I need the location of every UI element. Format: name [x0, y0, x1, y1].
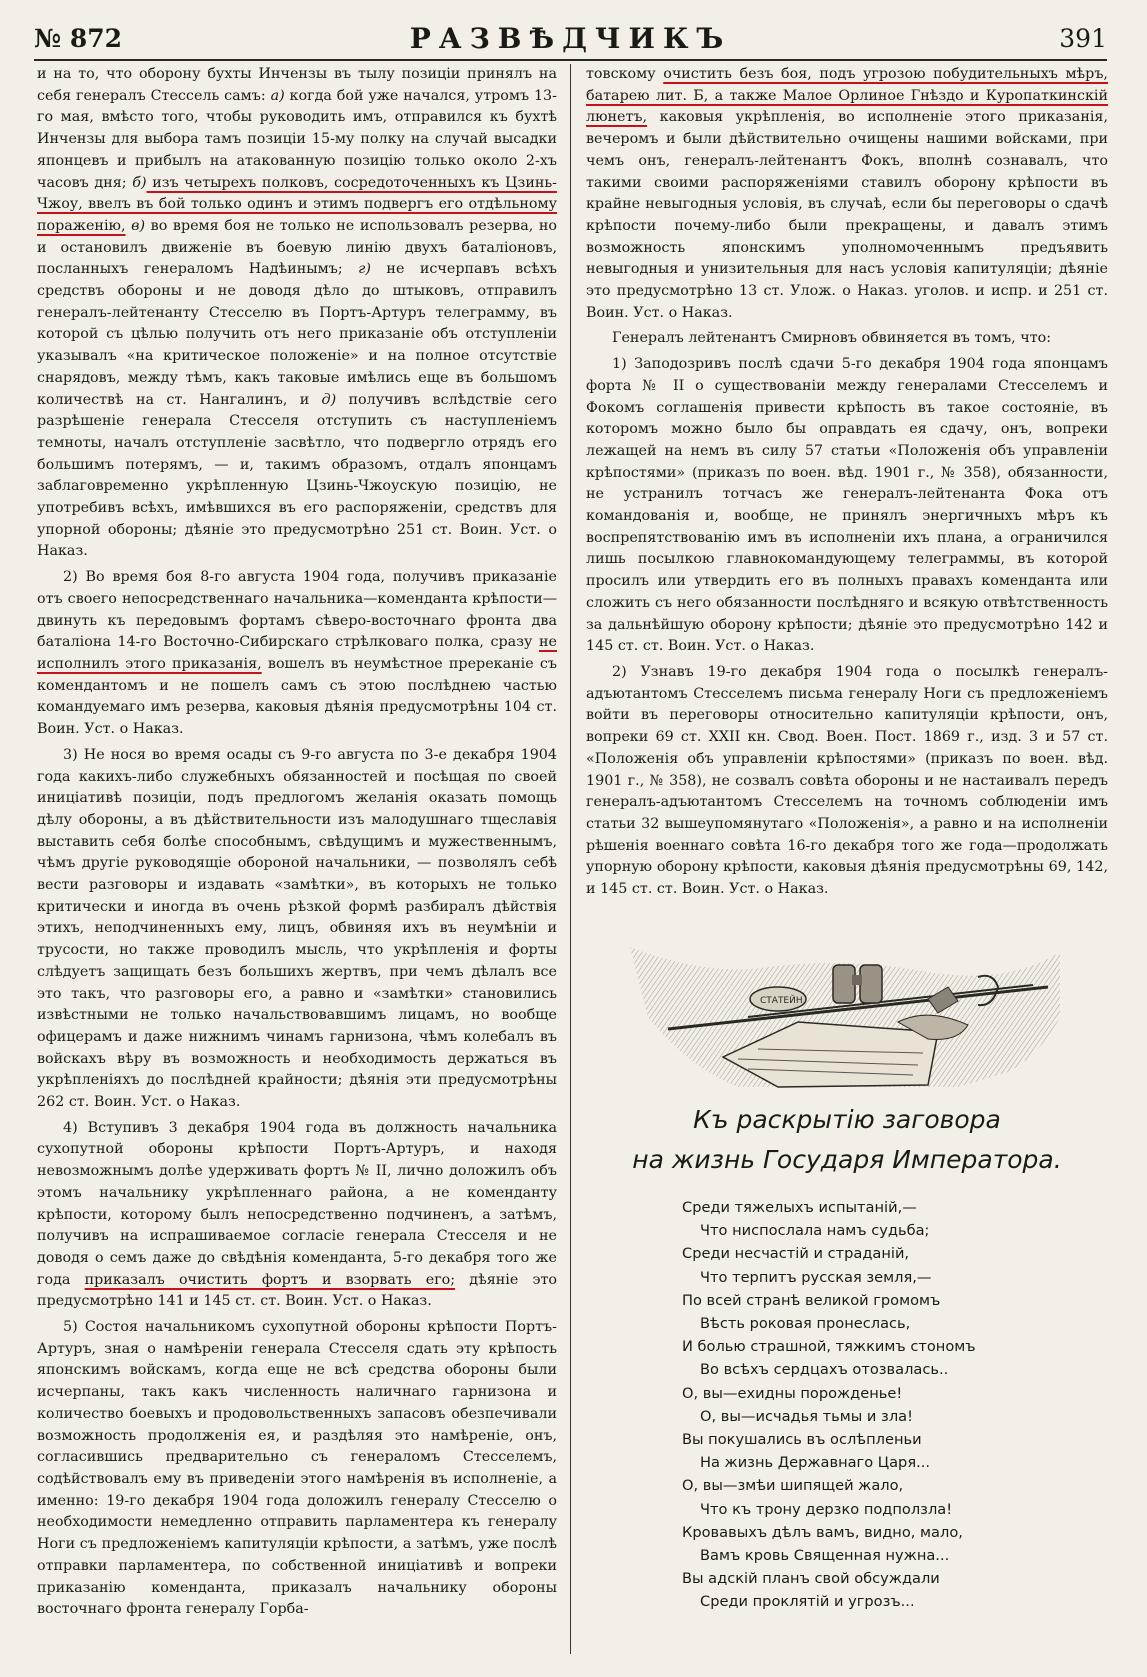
- text-segment: 4) Вступивъ 3 декабря 1904 года въ должность начальника сухопутной обороны крѣпости Портъ-Артуръ, и находя невозможнымъ долѣе удерживать фортъ № II, лично доложилъ объ этомъ начальнику укрѣпленнаго района, а не коменданту крѣпости, которому былъ непосредственно подчиненъ, а затѣмъ, получивъ на испрашиваемое согласіе генерала Стесселя и не доводя о семъ даже до свѣдѣнія коменданта, 5-го декабря того же года: [37, 1119, 557, 1288]
- poem-line: Среди несчастій и страданій,: [682, 1245, 910, 1263]
- poem-title-line-2: на жизнь Государя Императора.: [632, 1145, 1062, 1174]
- poem-line: По всей странѣ великой громомъ: [682, 1291, 941, 1309]
- poem-line: Что ниспослала намъ судьба;: [700, 1222, 930, 1240]
- text-segment: и на то, что оборону бухты Инчензы въ тылу позиціи принялъ на себя генералъ Стессель самъ:: [37, 66, 557, 104]
- text-segment: г): [358, 261, 371, 278]
- paragraph: [37, 1317, 557, 1621]
- text-segment: Генералъ лейтенантъ Смирновъ обвиняется въ томъ, что:: [612, 330, 1052, 347]
- poem-line: О, вы—исчадья тьмы и зла!: [700, 1407, 913, 1425]
- text-segment: 2) Во время боя 8-го августа 1904 года, получивъ приказаніе отъ своего непосредственнаго начальника—коменданта крѣпости—двинуть къ передовымъ фортамъ сѣверо-восточнаго фронта два баталіона 14-го Восточно-Сибирскаго стрѣлковаго полка, сразу: [37, 569, 557, 651]
- text-segment: 5) Состоя начальникомъ сухопутной обороны крѣпости Портъ-Артуръ, зная о намѣреніи генерала Стесселя сдать эту крѣпость японскимъ войскамъ, когда еще не всѣ средства обороны были исчерпаны, такъ какъ численность наличнаго гарнизона и количество боевыхъ и продовольственныхъ запасовъ обезпечивали возможность продолженія ея, и раздѣляя это намѣреніе, онъ, согласившись предварительно съ генераломъ Стесселемъ, содѣйствовалъ ему въ приведеніи этого намѣренія въ исполненіе, а именно: 19-го декабря 1904 года доложилъ генералу Стесселю о необходимости немедленно отправить парламентера къ генералу Ноги съ предложеніемъ капитуляціи крѣпости, а затѣмъ, уже послѣ отправки парламентера, по собственной иниціативѣ и вопреки приказанію коменданта, приказалъ начальнику обороны восточнаго фронта генералу Горба-: [37, 1319, 557, 1618]
- text-segment: 2) Узнавъ 19-го декабря 1904 года о посылкѣ генералъ-адъютантомъ Стесселемъ письма генералу Ноги съ предложеніемъ войти въ переговоры относительно капитуляціи крѣпости, онъ, вопреки 69 ст. XXII кн. Свод. Воен. Пост. 1869 г., изд. 3 и 57 ст. «Положенія объ управленіи крѣпостями» (приказъ по воен. вѣд. 1901 г., № 358), не созвалъ совѣта обороны и не настаивалъ передъ генералъ-адъютантомъ Стесселемъ на точномъ соблюденіи имъ статьи 32 вышеупомянутаго «Положенія», а равно и на исполненіи рѣшенія военнаго совѣта 16-го декабря того же года—продолжать упорную оборону крѣпости, каковыя дѣянія предусмотрѣны 69, 142, и 145 ст. ст. Воин. Уст. о Наказ.: [586, 663, 1108, 898]
- poem-line: На жизнь Державнаго Царя...: [700, 1454, 931, 1472]
- poem-line: Вы покушались въ ослѣпленьи: [682, 1431, 922, 1449]
- poem-line: Среди тяжелыхъ испытаній,—: [682, 1199, 917, 1216]
- paragraph: [37, 745, 557, 1114]
- paragraph: [37, 64, 557, 563]
- text-segment: д): [321, 391, 337, 408]
- poem-line: Во всѣхъ сердцахъ отозвалась..: [700, 1361, 949, 1379]
- paragraph: [586, 64, 1108, 324]
- paragraph: [37, 1118, 557, 1313]
- text-segment: во время боя не только не использовалъ резерва, но и остановилъ движеніе въ боевую линію двухъ баталіоновъ, посланныхъ генераломъ Надѣинымъ;: [37, 217, 557, 278]
- newspaper-title: РАЗВѢДЧИКЪ: [409, 22, 732, 55]
- right-column: [586, 64, 1108, 905]
- text-segment: каковыя укрѣпленія, во исполненіе этого приказанія, вечеромъ и были дѣйствительно очищены нашими войсками, при чемъ онъ, генералъ-лейтенантъ Фокъ, вполнѣ сознавалъ, что такими своими распоряженіями ставилъ оборону крѣпости въ крайне невыгодныя условія, въ случаѣ, если бы переговоры о сдачѣ крѣпости почему-либо были прекращены, и давалъ этимъ возможность японскимъ уполномоченнымъ предъявить невыгодныя и унизительныя для насъ условія капитуляціи; дѣяніе это предусмотрѣно 13 ст. Улож. о Наказ. уголов. и испр. и 251 ст. Воин. Уст. о Наказ.: [586, 109, 1108, 321]
- poem-line: О, вы—ехидны порожденье!: [682, 1384, 903, 1402]
- poem-line: Вамъ кровь Священная нужна...: [700, 1547, 950, 1565]
- poem-line: Что терпитъ русская земля,—: [700, 1268, 932, 1286]
- text-segment: товскому: [586, 66, 664, 82]
- text-segment: когда бой уже начался, утромъ 13-го мая, вмѣсто того, чтобы руководить имъ, отправился къ бухтѣ Инчензы для выбора тамъ позиціи 15-му полку на случай высадки японцевъ и прибылъ на атакованную позицію только около 2-хъ часовъ дня;: [37, 87, 557, 191]
- illustration-svg: [628, 937, 1062, 1090]
- page-header: [34, 20, 1107, 60]
- issue-number: № 872: [34, 24, 123, 53]
- text-segment: дѣяніе это предусмотрѣно 141 и 145 ст. ст. Воин. Уст. о Наказ.: [37, 1271, 557, 1310]
- poem-line: Вѣсть роковая пронеслась,: [700, 1315, 911, 1333]
- underlined-text: изъ четырехъ полковъ, сосредоточенныхъ къ Цзинь-Чжоу, ввелъ въ бой только одинъ и этимъ подвергъ его отдѣльному пораженію,: [37, 174, 557, 234]
- text-segment: 3) Не нося во время осады съ 9-го августа по 3-е декабря 1904 года какихъ-либо служебныхъ обязанностей и посѣщая по своей иниціативѣ позиціи, подъ предлогомъ желанія оказать помощь дѣлу обороны, а въ дѣйствительности изъ малодушнаго тщеславія выставить себя болѣе способнымъ, свѣдущимъ и мужественнымъ, чѣмъ другіе руководящіе обороной начальники, — позволялъ себѣ вести разговоры и издавать «замѣтки», въ которыхъ не только критически и иногда въ очень рѣзкой формѣ разбиралъ дѣйствія этихъ, неподчиненныхъ ему, лицъ, обвиняя ихъ въ неумѣніи и трусости, но также проводилъ мысль, что укрѣпленія и форты слѣдуетъ защищать безъ большихъ жертвъ, при чемъ дѣлалъ все это такъ, что разговоры его, а равно и «замѣтки» становились извѣстными не только начальствовавшимъ лицамъ, но вообще офицерамъ и даже нижнимъ чинамъ гарнизона, чѣмъ колебалъ въ войскахъ вѣру въ возможность и необходимость держаться въ укрѣпленіяхъ до послѣдней крайности; дѣянія эти предусмотрѣны 262 ст. Воин. Уст. о Наказ.: [37, 746, 557, 1111]
- poem-title-line-1: Къ раскрытію заговора: [693, 1105, 1001, 1134]
- paragraph: [37, 567, 557, 741]
- header-rule: [34, 59, 1107, 61]
- left-column: [37, 64, 557, 1625]
- text-segment: получивъ вслѣдствіе сего разрѣшеніе генерала Стесселя отступить съ наступленіемъ темноты, началъ отступленіе засвѣтло, что подвергло отрядъ его большимъ потерямъ, — и, такимъ образомъ, отдалъ японцамъ заблаговременно укрѣпленную Цзинь-Чжоускую позицію, не употребивъ всѣхъ, имѣвшихся въ его распоряженіи, средствъ для упорной обороны; дѣяніе это предусмотрѣно 251 ст. Воин. Уст. о Наказ.: [37, 391, 557, 560]
- poem-line: И болью страшной, тяжкимъ стономъ: [682, 1338, 976, 1356]
- underlined-text: очистить безъ боя, подъ угрозою побудительныхъ мѣръ, батарею лит. Б, а также Малое Орлиное Гнѣздо и Куропаткинскій люнетъ,: [586, 66, 1108, 126]
- text-segment: вошелъ въ неумѣстное пререканіе съ комендантомъ и не пошелъ самъ съ этою послѣднею частью командуемаго имъ резерва, каковыя дѣянія предусмотрѣны 104 ст. Воин. Уст. о Наказ.: [37, 655, 557, 738]
- poem-line: О, вы—змѣи шипящей жало,: [682, 1477, 904, 1495]
- text-segment: 1) Заподозривъ послѣ сдачи 5-го декабря 1904 года японцамъ форта № II о существованіи между генералами Стесселемъ и Фокомъ соглашенія привести крѣпость въ такое состояніе, въ которомъ можно было бы оправдать ея сдачу, онъ, вопреки лежащей на немъ въ силу 57 статьи «Положенія объ управленіи крѣпостями» (приказъ по воен. вѣд. 1901 г., № 358), обязанности, не устранилъ тотчасъ же генералъ-лейтенанта Фока отъ командованія и, вообще, не принялъ энергичныхъ мѣръ къ воспрепятствованію имъ въ исполненіи ихъ плана, а ограничился лишь посылкою главнокомандующему телеграммы, въ которой просилъ или утвердить его въ полныхъ правахъ коменданта или сложить съ него обязанности послѣдняго и всякую отвѣтственность за дальнѣйшую оборону крѣпости; дѣяніе это предусмотрѣно 142 и 145 ст. ст. Воин. Уст. о Наказ.: [586, 356, 1108, 655]
- text-segment: б): [132, 174, 147, 191]
- poem-line: Среди проклятій и угрозъ...: [700, 1593, 915, 1611]
- poem-line: Кровавыхъ дѣлъ вамъ, видно, мало,: [682, 1523, 963, 1541]
- paragraph: [586, 662, 1108, 901]
- illustration-label: СТАТЕЙН: [760, 996, 803, 1006]
- paragraph: [586, 328, 1108, 350]
- poem-title: [586, 1100, 1108, 1180]
- poem-line: Вы адскій планъ свой обсуждали: [682, 1570, 940, 1588]
- military-still-life-illustration: [628, 937, 1062, 1090]
- poem-body: [682, 1196, 1102, 1614]
- page-number: 391: [1059, 24, 1107, 53]
- text-segment: в): [131, 217, 146, 234]
- text-segment: не исчерпавъ всѣхъ средствъ обороны и не доводя дѣло до штыковъ, отправилъ генералъ-лейтенанту Стесселю въ Портъ-Артуръ телеграмму, въ которой съ цѣлью получить отъ него приказаніе объ отступленіи указывалъ «на критическое положеніе» и на полное отсутствіе снарядовъ, между тѣмъ, какъ таковые имѣлись еще въ большомъ количествѣ на ст. Нангалинъ, и: [37, 261, 557, 408]
- paragraph: [586, 354, 1108, 658]
- underlined-text: приказалъ очистить фортъ и взорвать его;: [84, 1271, 456, 1288]
- underlined-text: не исполнилъ этого приказанія,: [37, 634, 557, 672]
- column-divider: [570, 64, 571, 1654]
- text-segment: а): [270, 87, 285, 104]
- poem-line: Что къ трону дерзко подползла!: [700, 1500, 953, 1518]
